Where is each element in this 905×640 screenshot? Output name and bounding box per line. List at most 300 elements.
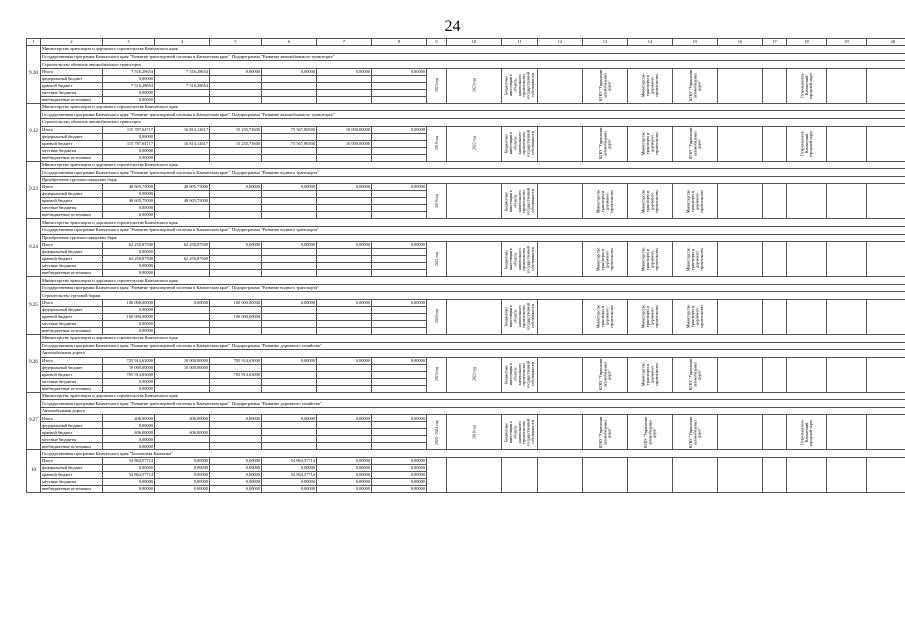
block-title-row (27, 234, 905, 242)
amount-cell: 115 787,64717 (103, 140, 155, 147)
vertical-text-cell: Министерство транспорта и дорожного строительства (673, 299, 718, 334)
vertical-text-cell (867, 68, 905, 103)
block-title: Приобретение грузопассажирских барж (41, 234, 905, 242)
amount-cell: 0,00000 (262, 242, 317, 249)
vertical-text-cell (763, 299, 787, 334)
amount-cell: 54 864,57714 (262, 458, 317, 465)
block-title-row (27, 392, 905, 400)
amount-cell (155, 306, 210, 313)
amount-cell (372, 205, 427, 212)
amount-cell: 0,00000 (262, 415, 317, 422)
column-number: 14 (628, 39, 673, 46)
amount-cell (262, 82, 317, 89)
vertical-text-cell (538, 357, 583, 392)
block-title-row (27, 450, 905, 458)
vertical-text-cell (538, 126, 583, 161)
block-title-row (27, 219, 905, 227)
start-year: 2023 год (427, 357, 447, 392)
funding-row (27, 126, 905, 133)
amount-cell (210, 320, 262, 327)
amount-cell (262, 96, 317, 103)
column-number: 7 (317, 39, 372, 46)
amount-cell: 0,00000 (103, 75, 155, 82)
amount-cell: 75 567,80500 (262, 140, 317, 147)
amount-cell (210, 249, 262, 256)
amount-cell: 100 000,00000 (103, 299, 155, 306)
column-number-row (27, 39, 905, 46)
amount-cell (155, 320, 210, 327)
funding-source-label: Итого (41, 458, 103, 465)
row-index: 9.27 (27, 392, 41, 450)
funding-source-label: краевой бюджет (41, 140, 103, 147)
amount-cell (317, 82, 372, 89)
funding-source-label: внебюджетные источники (41, 486, 103, 493)
vertical-text-cell: Министерство транспорта и дорожного строительства (673, 242, 718, 277)
vertical-text-cell (787, 299, 827, 334)
vertical-text-cell (867, 415, 905, 450)
start-year: 2020 год (427, 299, 447, 334)
amount-cell (262, 306, 317, 313)
amount-cell (262, 89, 317, 96)
amount-cell (262, 443, 317, 450)
amount-cell (155, 270, 210, 277)
end-year: 2023 год (447, 68, 502, 103)
amount-cell: 705 914,63000 (210, 371, 262, 378)
amount-cell: 0,00000 (103, 422, 155, 429)
amount-cell: 0,00000 (103, 154, 155, 161)
column-number: 3 (103, 39, 155, 46)
amount-cell (155, 205, 210, 212)
amount-cell (210, 364, 262, 371)
amount-cell: 16 814,12617 (155, 140, 210, 147)
column-number: 13 (583, 39, 628, 46)
block-title: Министерство транспорта и дорожного строительства Камчатского края (41, 219, 905, 227)
block-title-row (27, 161, 905, 169)
amount-cell (317, 263, 372, 270)
amount-cell: 54 864,57714 (103, 458, 155, 465)
amount-cell: 48 605,75000 (155, 198, 210, 205)
funding-source-label: краевой бюджет (41, 256, 103, 263)
column-number: 18 (787, 39, 827, 46)
row-index: 9.26 (27, 334, 41, 392)
amount-cell (210, 378, 262, 385)
funding-source-label: Итого (41, 126, 103, 133)
vertical-text-cell: Министерство транспорта и дорожного строительства (583, 299, 628, 334)
funding-row (27, 68, 905, 75)
amount-cell: 0,00000 (317, 472, 372, 479)
vertical-text-cell (867, 357, 905, 392)
amount-cell (210, 385, 262, 392)
column-number: 12 (538, 39, 583, 46)
amount-cell: 0,00000 (210, 68, 262, 75)
block-title: Строительство грузовой баржи (41, 292, 905, 300)
amount-cell: 0,00000 (103, 385, 155, 392)
funding-source-label: внебюджетные источники (41, 443, 103, 450)
amount-cell (262, 256, 317, 263)
amount-cell (317, 320, 372, 327)
vertical-text-cell (763, 242, 787, 277)
amount-cell (372, 443, 427, 450)
amount-cell (210, 212, 262, 219)
amount-cell (317, 429, 372, 436)
vertical-text-cell: Бюджетные инвестиции в объекты капитального строительства государственной собственности (502, 184, 538, 219)
vertical-text-cell (538, 415, 583, 450)
amount-cell: 0,00000 (317, 184, 372, 191)
vertical-text-cell (787, 357, 827, 392)
block-title: Государственная программа Камчатского края "Развитие транспортной системы в Камчатском крае". Подпрограмма "Развитие автомобильного транспорта" (41, 53, 905, 61)
funding-source-label: краевой бюджет (41, 429, 103, 436)
row-index: 9.23 (27, 161, 41, 219)
amount-cell: 10 000,00000 (317, 140, 372, 147)
vertical-text-cell: Министерство транспорта и дорожного строительства (628, 357, 673, 392)
amount-cell (210, 96, 262, 103)
block-title-row (27, 176, 905, 184)
amount-cell (372, 306, 427, 313)
amount-cell: 0,00000 (262, 299, 317, 306)
block-title: Автомобильная дорога (41, 407, 905, 415)
amount-cell (210, 147, 262, 154)
amount-cell: 0,00000 (210, 458, 262, 465)
amount-cell: 0,00000 (372, 126, 427, 133)
amount-cell: 10 000,00000 (155, 364, 210, 371)
amount-cell (210, 75, 262, 82)
amount-cell (317, 198, 372, 205)
amount-cell: 0,00000 (155, 465, 210, 472)
block-title-row (27, 284, 905, 292)
amount-cell (155, 96, 210, 103)
amount-cell (262, 263, 317, 270)
amount-cell: 0,00000 (317, 415, 372, 422)
amount-cell: 15 235,71600 (210, 126, 262, 133)
funding-source-label: федеральный бюджет (41, 364, 103, 371)
amount-cell: 0,00000 (103, 320, 155, 327)
amount-cell: 0,00000 (103, 327, 155, 334)
amount-cell (372, 82, 427, 89)
amount-cell: 406,00000 (155, 415, 210, 422)
amount-cell (155, 147, 210, 154)
end-year: 2022 год (447, 126, 502, 161)
start-year: 2019 год (427, 126, 447, 161)
funding-source-label: местные бюджеты (41, 320, 103, 327)
vertical-text-cell (867, 126, 905, 161)
amount-cell (372, 385, 427, 392)
amount-cell: 62 250,87500 (155, 256, 210, 263)
vertical-text-cell: Бюджетные инвестиции в объекты капитального строительства государственной собственности (502, 242, 538, 277)
amount-cell (317, 154, 372, 161)
amount-cell (317, 422, 372, 429)
block-title: Министерство транспорта и дорожного строительства Камчатского края (41, 161, 905, 169)
block-title: Министерство транспорта и дорожного строительства Камчатского края (41, 103, 905, 111)
block-title-row (27, 118, 905, 126)
amount-cell: 0,00000 (317, 68, 372, 75)
start-year: 2023 год (427, 68, 447, 103)
vertical-text-cell (867, 299, 905, 334)
vertical-text-cell (867, 184, 905, 219)
amount-cell (372, 154, 427, 161)
amount-cell (262, 205, 317, 212)
amount-cell (262, 320, 317, 327)
amount-cell (262, 429, 317, 436)
vertical-text-cell (827, 415, 867, 450)
vertical-text-cell (763, 68, 787, 103)
vertical-text-cell: Бюджетные инвестиции в объекты капитального строительства государственной собственности (502, 126, 538, 161)
funding-source-label: федеральный бюджет (41, 306, 103, 313)
amount-cell (372, 422, 427, 429)
amount-cell: 0,00000 (103, 96, 155, 103)
amount-cell: 100 000,00000 (210, 313, 262, 320)
column-number: 5 (210, 39, 262, 46)
amount-cell (372, 198, 427, 205)
block-title: Автомобильная дорога (41, 350, 905, 358)
block-title: Государственная программа Камчатского края "Развитие транспортной системы в Камчатском крае". Подпрограмма "Развитие водного транспорта" (41, 226, 905, 234)
funding-source-label: местные бюджеты (41, 205, 103, 212)
amount-cell (155, 378, 210, 385)
amount-cell (372, 320, 427, 327)
amount-cell (317, 191, 372, 198)
vertical-text-cell: Министерство транспорта и дорожного строительства (628, 242, 673, 277)
amount-cell: 7 516,28654 (155, 68, 210, 75)
amount-cell: 62 250,87500 (103, 256, 155, 263)
funding-source-label: внебюджетные источники (41, 154, 103, 161)
vertical-text-cell (827, 242, 867, 277)
column-number: 4 (155, 39, 210, 46)
vertical-text-cell (583, 458, 628, 493)
amount-cell: 0,00000 (262, 486, 317, 493)
amount-cell: 0,00000 (155, 458, 210, 465)
amount-cell (155, 212, 210, 219)
vertical-text-cell (867, 458, 905, 493)
block-title-row (27, 407, 905, 415)
amount-cell: 0,00000 (103, 486, 155, 493)
block-title: Министерство транспорта и дорожного строительства Камчатского края (41, 392, 905, 400)
funding-source-label: Итого (41, 68, 103, 75)
amount-cell: 705 914,63000 (210, 357, 262, 364)
vertical-text-cell (787, 184, 827, 219)
amount-cell: 0,00000 (103, 479, 155, 486)
amount-cell (372, 313, 427, 320)
amount-cell (210, 306, 262, 313)
funding-source-label: федеральный бюджет (41, 249, 103, 256)
amount-cell: 54 864,57714 (103, 472, 155, 479)
column-number: 16 (718, 39, 763, 46)
amount-cell (262, 212, 317, 219)
vertical-text-cell: Бюджетные инвестиции в объекты капитального строительства государственной собственности (502, 299, 538, 334)
amount-cell (210, 133, 262, 140)
amount-cell (210, 422, 262, 429)
vertical-text-cell (787, 242, 827, 277)
amount-cell (317, 378, 372, 385)
start-year (427, 458, 447, 493)
amount-cell: 0,00000 (210, 415, 262, 422)
block-title: Государственная программа Камчатского края "Развитие транспортной системы в Камчатском крае". Подпрограмма "Развитие дорожного хозяйства" (41, 342, 905, 350)
amount-cell: 75 567,80500 (262, 126, 317, 133)
funding-row (27, 299, 905, 306)
amount-cell: 0,00000 (155, 486, 210, 493)
amount-cell (317, 436, 372, 443)
amount-cell: 62 250,87500 (103, 242, 155, 249)
funding-source-label: краевой бюджет (41, 313, 103, 320)
vertical-text-cell (827, 458, 867, 493)
amount-cell: 0,00000 (372, 299, 427, 306)
funding-source-label: внебюджетные источники (41, 96, 103, 103)
vertical-text-cell: КГКУ "Управление автомобильных дорог" (583, 126, 628, 161)
amount-cell (317, 313, 372, 320)
vertical-text-cell: Министерство транспорта и дорожного строительства (583, 184, 628, 219)
column-number: 8 (372, 39, 427, 46)
block-title: Государственная программа Камчатского края "Развитие транспортной системы в Камчатском крае". Подпрограмма "Развитие дорожного хозяйства" (41, 400, 905, 408)
funding-source-label: федеральный бюджет (41, 465, 103, 472)
amount-cell (317, 270, 372, 277)
amount-cell: 0,00000 (372, 465, 427, 472)
vertical-text-cell (718, 458, 763, 493)
amount-cell: 7 516,28654 (103, 68, 155, 75)
vertical-text-cell: Министерство транспорта и дорожного строительства (673, 184, 718, 219)
amount-cell (155, 371, 210, 378)
amount-cell (317, 327, 372, 334)
amount-cell (210, 191, 262, 198)
amount-cell: 0,00000 (103, 443, 155, 450)
amount-cell: 0,00000 (103, 212, 155, 219)
block-title-row (27, 334, 905, 342)
amount-cell (155, 191, 210, 198)
amount-cell (317, 256, 372, 263)
vertical-text-cell: Бюджетные инвестиции в объекты капитального строительства государственной собственности (502, 68, 538, 103)
block-title-row (27, 103, 905, 111)
vertical-text-cell (718, 357, 763, 392)
vertical-text-cell: КГКУ "Управление автомобильных дорог" (673, 415, 718, 450)
amount-cell: 0,00000 (372, 184, 427, 191)
vertical-text-cell (628, 458, 673, 493)
vertical-text-cell (718, 242, 763, 277)
amount-cell (372, 256, 427, 263)
block-title: Министерство транспорта и дорожного строительства Камчатского края (41, 46, 905, 54)
vertical-text-cell: Петропавловск-Камчатский городской округ (787, 415, 827, 450)
vertical-text-cell: Бюджетные инвестиции в объекты капитального строительства государственной собственности (502, 415, 538, 450)
amount-cell (210, 429, 262, 436)
amount-cell (210, 256, 262, 263)
end-year: 2018 год (447, 415, 502, 450)
funding-source-label: федеральный бюджет (41, 75, 103, 82)
amount-cell (262, 249, 317, 256)
funding-source-label: краевой бюджет (41, 198, 103, 205)
amount-cell (155, 313, 210, 320)
amount-cell: 115 787,64717 (103, 126, 155, 133)
amount-cell: 0,00000 (372, 458, 427, 465)
vertical-text-cell (502, 458, 538, 493)
block-title: Государственная программа Камчатского края "Развитие транспортной системы в Камчатском крае". Подпрограмма "Развитие водного транспорта" (41, 169, 905, 177)
amount-cell (210, 198, 262, 205)
amount-cell: 0,00000 (262, 184, 317, 191)
vertical-text-cell (718, 68, 763, 103)
amount-cell: 0,00000 (155, 479, 210, 486)
amount-cell: 0,00000 (317, 357, 372, 364)
column-number: 15 (673, 39, 718, 46)
vertical-text-cell (538, 68, 583, 103)
amount-cell (262, 270, 317, 277)
vertical-text-cell (787, 458, 827, 493)
start-year: 2020 - 2024 год (427, 415, 447, 450)
amount-cell (262, 364, 317, 371)
amount-cell (262, 191, 317, 198)
column-number: 9 (427, 39, 447, 46)
amount-cell (155, 89, 210, 96)
amount-cell: 406,00000 (155, 429, 210, 436)
amount-cell (210, 270, 262, 277)
amount-cell: 62 250,87500 (155, 242, 210, 249)
vertical-text-cell: Министерство транспорта и дорожного строительства (628, 68, 673, 103)
amount-cell (155, 133, 210, 140)
vertical-text-cell: КГКУ "Управление автомобильных дорог" (628, 415, 673, 450)
block-title-row (27, 277, 905, 285)
amount-cell (210, 89, 262, 96)
vertical-text-cell: Министерство транспорта и дорожного строительства (628, 126, 673, 161)
block-title-row (27, 169, 905, 177)
amount-cell: 0,00000 (103, 147, 155, 154)
amount-cell (317, 364, 372, 371)
amount-cell: 15 235,71600 (210, 140, 262, 147)
amount-cell (155, 154, 210, 161)
block-title: Строительство объектов автомобильного транспорта (41, 118, 905, 126)
amount-cell: 0,00000 (317, 458, 372, 465)
amount-cell: 48 605,75000 (103, 198, 155, 205)
block-title: Министерство транспорта и дорожного строительства Камчатского края (41, 334, 905, 342)
funding-source-label: местные бюджеты (41, 436, 103, 443)
amount-cell: 16 814,12617 (155, 126, 210, 133)
funding-source-label: Итого (41, 357, 103, 364)
amount-cell (210, 436, 262, 443)
amount-cell (210, 154, 262, 161)
funding-source-label: Итого (41, 299, 103, 306)
amount-cell (262, 422, 317, 429)
amount-cell: 406,00000 (103, 415, 155, 422)
vertical-text-cell (718, 126, 763, 161)
vertical-text-cell (718, 415, 763, 450)
start-year: 2021 год (427, 242, 447, 277)
amount-cell: 0,00000 (103, 191, 155, 198)
vertical-text-cell (867, 242, 905, 277)
amount-cell: 0,00000 (372, 415, 427, 422)
amount-cell (262, 371, 317, 378)
amount-cell: 0,00000 (155, 472, 210, 479)
column-number: 10 (447, 39, 502, 46)
funding-source-label: Итого (41, 184, 103, 191)
row-index: 9.20 (27, 46, 41, 104)
funding-source-label: федеральный бюджет (41, 133, 103, 140)
amount-cell: 0,00000 (103, 465, 155, 472)
funding-source-label: местные бюджеты (41, 147, 103, 154)
block-title: Государственная программа Камчатского края "Развитие транспортной системы в Камчатском крае". Подпрограмма "Развитие автомобильного транспорта" (41, 111, 905, 119)
amount-cell: 0,00000 (372, 479, 427, 486)
amount-cell: 0,00000 (372, 472, 427, 479)
block-title-row (27, 53, 905, 61)
funding-source-label: федеральный бюджет (41, 191, 103, 198)
amount-cell (262, 147, 317, 154)
amount-cell (317, 212, 372, 219)
amount-cell: 10 000,00000 (317, 126, 372, 133)
amount-cell: 48 605,75000 (103, 184, 155, 191)
block-title: Государственная программа Камчатского края "Безопасная Камчатка" (41, 450, 905, 458)
vertical-text-cell (827, 184, 867, 219)
vertical-text-cell (827, 126, 867, 161)
end-year (447, 299, 502, 334)
vertical-text-cell: КГКУ "Управление автомобильных дорог" (673, 68, 718, 103)
vertical-text-cell (718, 299, 763, 334)
amount-cell: 100 000,00000 (103, 313, 155, 320)
block-title-row (27, 400, 905, 408)
amount-cell (317, 96, 372, 103)
amount-cell: 0,00000 (103, 89, 155, 96)
row-index: 10 (27, 450, 41, 493)
